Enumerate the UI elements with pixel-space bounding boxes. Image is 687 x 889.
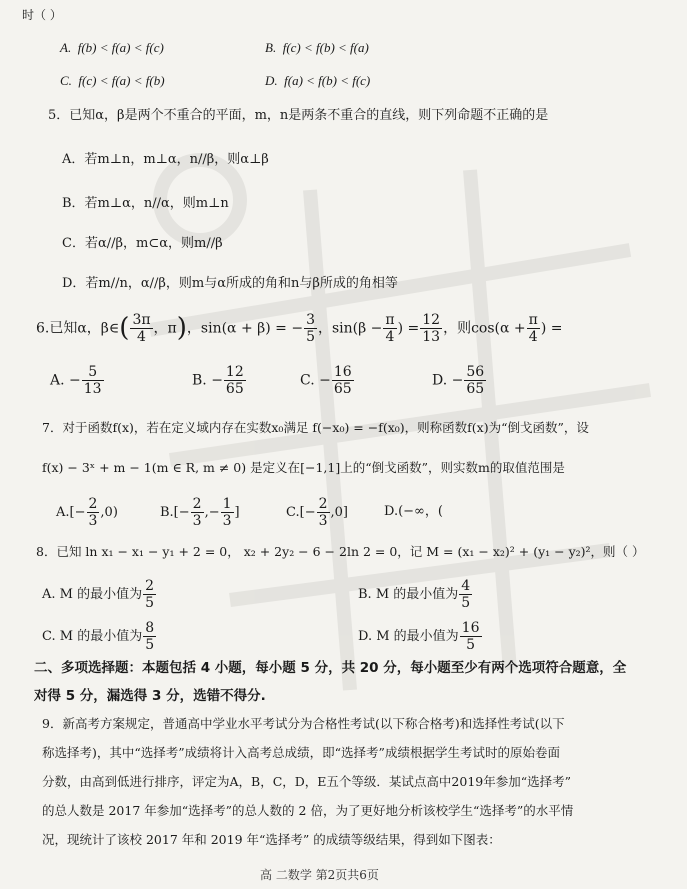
q5-option-a: A．若m⊥n，m⊥α，n//β，则α⊥β — [62, 152, 269, 167]
q9-line-4: 的总人数是 2017 年参加“选择考”的总人数的 2 倍，为了更好地分析该校学生“选择考”的水平情 — [42, 803, 574, 818]
q6-option-d: D. − $\frac{56}{65}$ — [432, 364, 485, 398]
top-fragment: 时（ ） — [22, 8, 62, 22]
q6-option-a: A. − $\frac{5}{13}$ — [50, 364, 102, 398]
q5-option-d: D．若m//n，α//β，则m与α所成的角和n与β所成的角相等 — [62, 276, 398, 291]
q6-option-c: C. − $\frac{16}{65}$ — [300, 364, 352, 398]
q7-option-b: B.[− $\frac{2}{3}$ ,− $\frac{1}{3}$ ] — [160, 496, 240, 530]
q6-option-b: B. − $\frac{12}{65}$ — [192, 364, 244, 398]
q8-option-a: A. M 的最小值为 $\frac{2}{5}$ — [42, 578, 155, 612]
q9-line-3: 分数，由高到低进行排序，评定为A，B，C，D，E五个等级．某试点高中2019年参加“选择考” — [42, 774, 572, 789]
q7-option-c: C.[− $\frac{2}{3}$ ,0] — [286, 496, 348, 530]
q9-line-1: 9．新高考方案规定，普通高中学业水平考试分为合格性考试(以下称合格考)和选择性考试(以下 — [42, 716, 565, 731]
q7-option-d: D.(−∞，( — [384, 504, 443, 519]
q4-option-d: D. f(a) < f(b) < f(c) — [265, 73, 371, 88]
section2-header-line-2: 对得 5 分，漏选得 3 分，选错不得分. — [34, 688, 266, 704]
watermark-logo — [110, 130, 670, 750]
section2-header-line-1: 二、多项选择题：本题包括 4 小题，每小题 5 分，共 20 分，每小题至少有两个选项符合题意，全 — [34, 660, 627, 676]
q7-line-1: 7．对于函数f(x)，若在定义域内存在实数x₀满足 f(−x₀) = −f(x₀)，则称函数f(x)为“倒戈函数”，设 — [42, 420, 589, 435]
q4-option-c: C. f(c) < f(a) < f(b) — [60, 73, 165, 88]
q9-line-2: 称选择考)，其中“选择考”成绩将计入高考总成绩，即“选择考”成绩根据学生考试时的原始卷面 — [42, 745, 560, 760]
q8-option-d: D. M 的最小值为 $\frac{16}{5}$ — [358, 620, 480, 654]
q7-line-2: f(x) − 3ˣ + m − 1(m ∈ R, m ≠ 0) 是定义在[−1,1]上的“倒戈函数”，则实数m的取值范围是 — [42, 460, 565, 475]
q5-stem: 5．已知α，β是两个不重合的平面，m，n是两条不重合的直线，则下列命题不正确的是 — [48, 108, 549, 123]
q8-option-b: B. M 的最小值为 $\frac{4}{5}$ — [358, 578, 471, 612]
q6-stem: 6.已知α，β∈( $\frac{3\pi}{4}$ ，π)，sin(α + β) = − $\frac{3}{5}$ ，sin(β − $\frac{\pi}{4}$ ) = $\frac{12}{13}$ ，则cos(α + $\frac{\pi}{4}$ ) = — [36, 312, 563, 346]
q4-option-a: A. f(b) < f(a) < f(c) — [60, 40, 164, 55]
q9-line-5: 况，现统计了该校 2017 年和 2019 年“选择考” 的成绩等级结果，得到如下图表： — [42, 832, 501, 847]
page-footer: 高 二数学 第2页共6页 — [260, 868, 379, 882]
q4-option-b: B. f(c) < f(b) < f(a) — [265, 40, 369, 55]
q8-option-c: C. M 的最小值为 $\frac{8}{5}$ — [42, 620, 155, 654]
q5-option-b: B．若m⊥α，n//α，则m⊥n — [62, 196, 229, 211]
q8-stem: 8．已知 ln x₁ − x₁ − y₁ + 2 = 0， x₂ + 2y₂ − 6 − 2ln 2 = 0，记 M = (x₁ − x₂)² + (y₁ − y₂)²，则（ ） — [36, 544, 645, 559]
q7-option-a: A.[− $\frac{2}{3}$ ,0) — [56, 496, 118, 530]
q5-option-c: C．若α//β，m⊂α，则m//β — [62, 236, 223, 251]
